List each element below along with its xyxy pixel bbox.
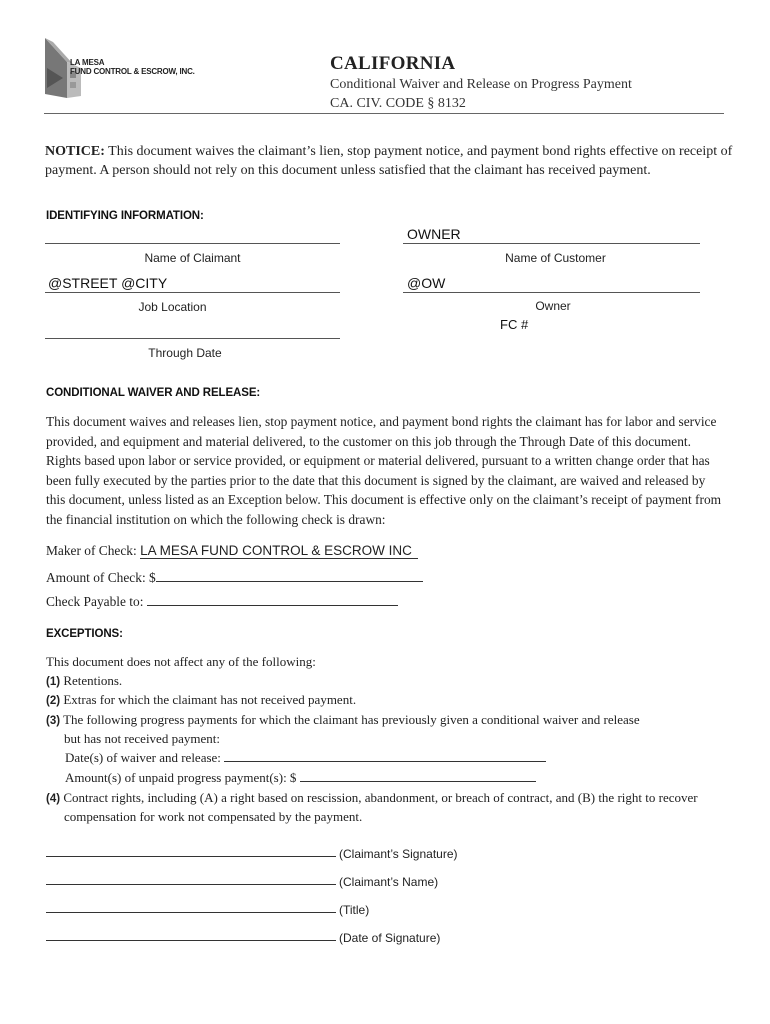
document-title: CALIFORNIA (330, 53, 456, 74)
waiver-body: This document waives and releases lien, stop payment notice, and payment bond rights the claimant has for labor and service provided, and equipment and material delivered, to the customer on this job through the Through Date of this document. Rights based upon labor or service provided, or equipment or material delivered, pursuant to a written change order that has been fully executed by the parties prior to the date that this document is signed by the claimant, are waived and released by this document, unless listed as an Exception below. This document is effective only on the claimant’s receipt of payment from the financial institution on which the following check is drawn: (46, 414, 722, 527)
logo-line-1: LA MESA (70, 58, 105, 67)
exception-4-text-line-2: compensation for work not compensated by the payment. (64, 809, 363, 824)
exception-4-number: (4) (46, 793, 61, 805)
exceptions-intro: This document does not affect any of the following: (46, 654, 316, 669)
title-field[interactable] (46, 912, 336, 913)
job-location-caption: Job Location (138, 300, 207, 314)
logo-text (70, 58, 195, 76)
subtitle-line-2: CA. CIV. CODE § 8132 (330, 96, 466, 111)
maker-of-check-row (46, 543, 418, 559)
exception-3-text-line-2: but has not received payment: (64, 731, 220, 746)
waiver-dates-label: Date(s) of waiver and release: (65, 750, 221, 765)
subtitle-line-1: Conditional Waiver and Release on Progress Payment (330, 77, 632, 92)
logo-line-2: FUND CONTROL & ESCROW, INC. (70, 67, 195, 76)
notice-paragraph (45, 142, 735, 180)
claimant-name-field[interactable] (46, 884, 336, 885)
document-subtitle (330, 75, 632, 113)
customer-name-line (403, 243, 700, 244)
claimant-signature-row (46, 847, 458, 861)
notice-label: NOTICE: (45, 144, 105, 159)
notice-text: This document waives the claimant’s lien, stop payment notice, and payment bond rights effective on receipt of payment. A person should not rely on this document unless satisfied that the claimant has received payment. (45, 144, 733, 178)
fc-number-label[interactable]: FC # (500, 317, 529, 332)
claimant-name-row (46, 875, 438, 889)
check-payable-label: Check Payable to: (46, 594, 144, 609)
owner-value[interactable]: @OW (407, 275, 446, 291)
exception-item-2 (46, 690, 356, 712)
claimant-name-caption: Name of Claimant (144, 251, 241, 265)
amount-of-check-row (46, 567, 423, 586)
waiver-dates-field[interactable] (224, 748, 546, 762)
waiver-dates-row (65, 748, 546, 768)
unpaid-amounts-field[interactable] (300, 768, 536, 782)
unpaid-amounts-row (65, 768, 536, 788)
exception-2-text: Extras for which the claimant has not received payment. (63, 692, 357, 707)
signature-date-field[interactable] (46, 940, 336, 941)
title-row (46, 903, 369, 917)
through-date-line (45, 338, 340, 339)
amount-of-check-field[interactable] (156, 567, 423, 582)
waiver-heading: CONDITIONAL WAIVER AND RELEASE: (46, 387, 261, 399)
claimant-name-sig-label: (Claimant’s Name) (339, 875, 439, 889)
through-date-caption: Through Date (148, 346, 222, 360)
exception-1-text: Retentions. (63, 673, 123, 688)
claimant-name-line (45, 243, 340, 244)
exception-3-text-line-1: The following progress payments for which the claimant has previously given a conditional waiver and release (63, 712, 640, 727)
check-payable-row (46, 591, 398, 610)
maker-of-check-value[interactable]: LA MESA FUND CONTROL & ESCROW INC (140, 543, 418, 559)
exception-2-number: (2) (46, 695, 61, 707)
claimant-signature-field[interactable] (46, 856, 336, 857)
job-location-value[interactable]: @STREET @CITY (48, 275, 168, 291)
exception-1-number: (1) (46, 676, 61, 688)
signature-date-label: (Date of Signature) (339, 931, 441, 945)
title-label: (Title) (339, 903, 370, 917)
exception-4-text-line-1: Contract rights, including (A) a right based on rescission, abandonment, or breach of contract, and (B) the right to recover (63, 790, 698, 805)
claimant-signature-label: (Claimant’s Signature) (339, 847, 458, 861)
job-location-line (45, 292, 340, 293)
identifying-heading: IDENTIFYING INFORMATION: (46, 210, 204, 222)
check-payable-field[interactable] (147, 591, 398, 606)
maker-of-check-label: Maker of Check: (46, 543, 137, 558)
amount-of-check-label: Amount of Check: $ (46, 570, 156, 585)
owner-line (403, 292, 700, 293)
owner-caption: Owner (535, 299, 571, 313)
unpaid-amounts-label: Amount(s) of unpaid progress payment(s): $ (65, 770, 297, 785)
customer-name-caption: Name of Customer (505, 251, 606, 265)
signature-date-row (46, 931, 440, 945)
exception-3-number: (3) (46, 715, 61, 727)
customer-name-value[interactable]: OWNER (407, 226, 461, 242)
header-divider (44, 113, 724, 114)
exceptions-heading: EXCEPTIONS: (46, 628, 123, 640)
